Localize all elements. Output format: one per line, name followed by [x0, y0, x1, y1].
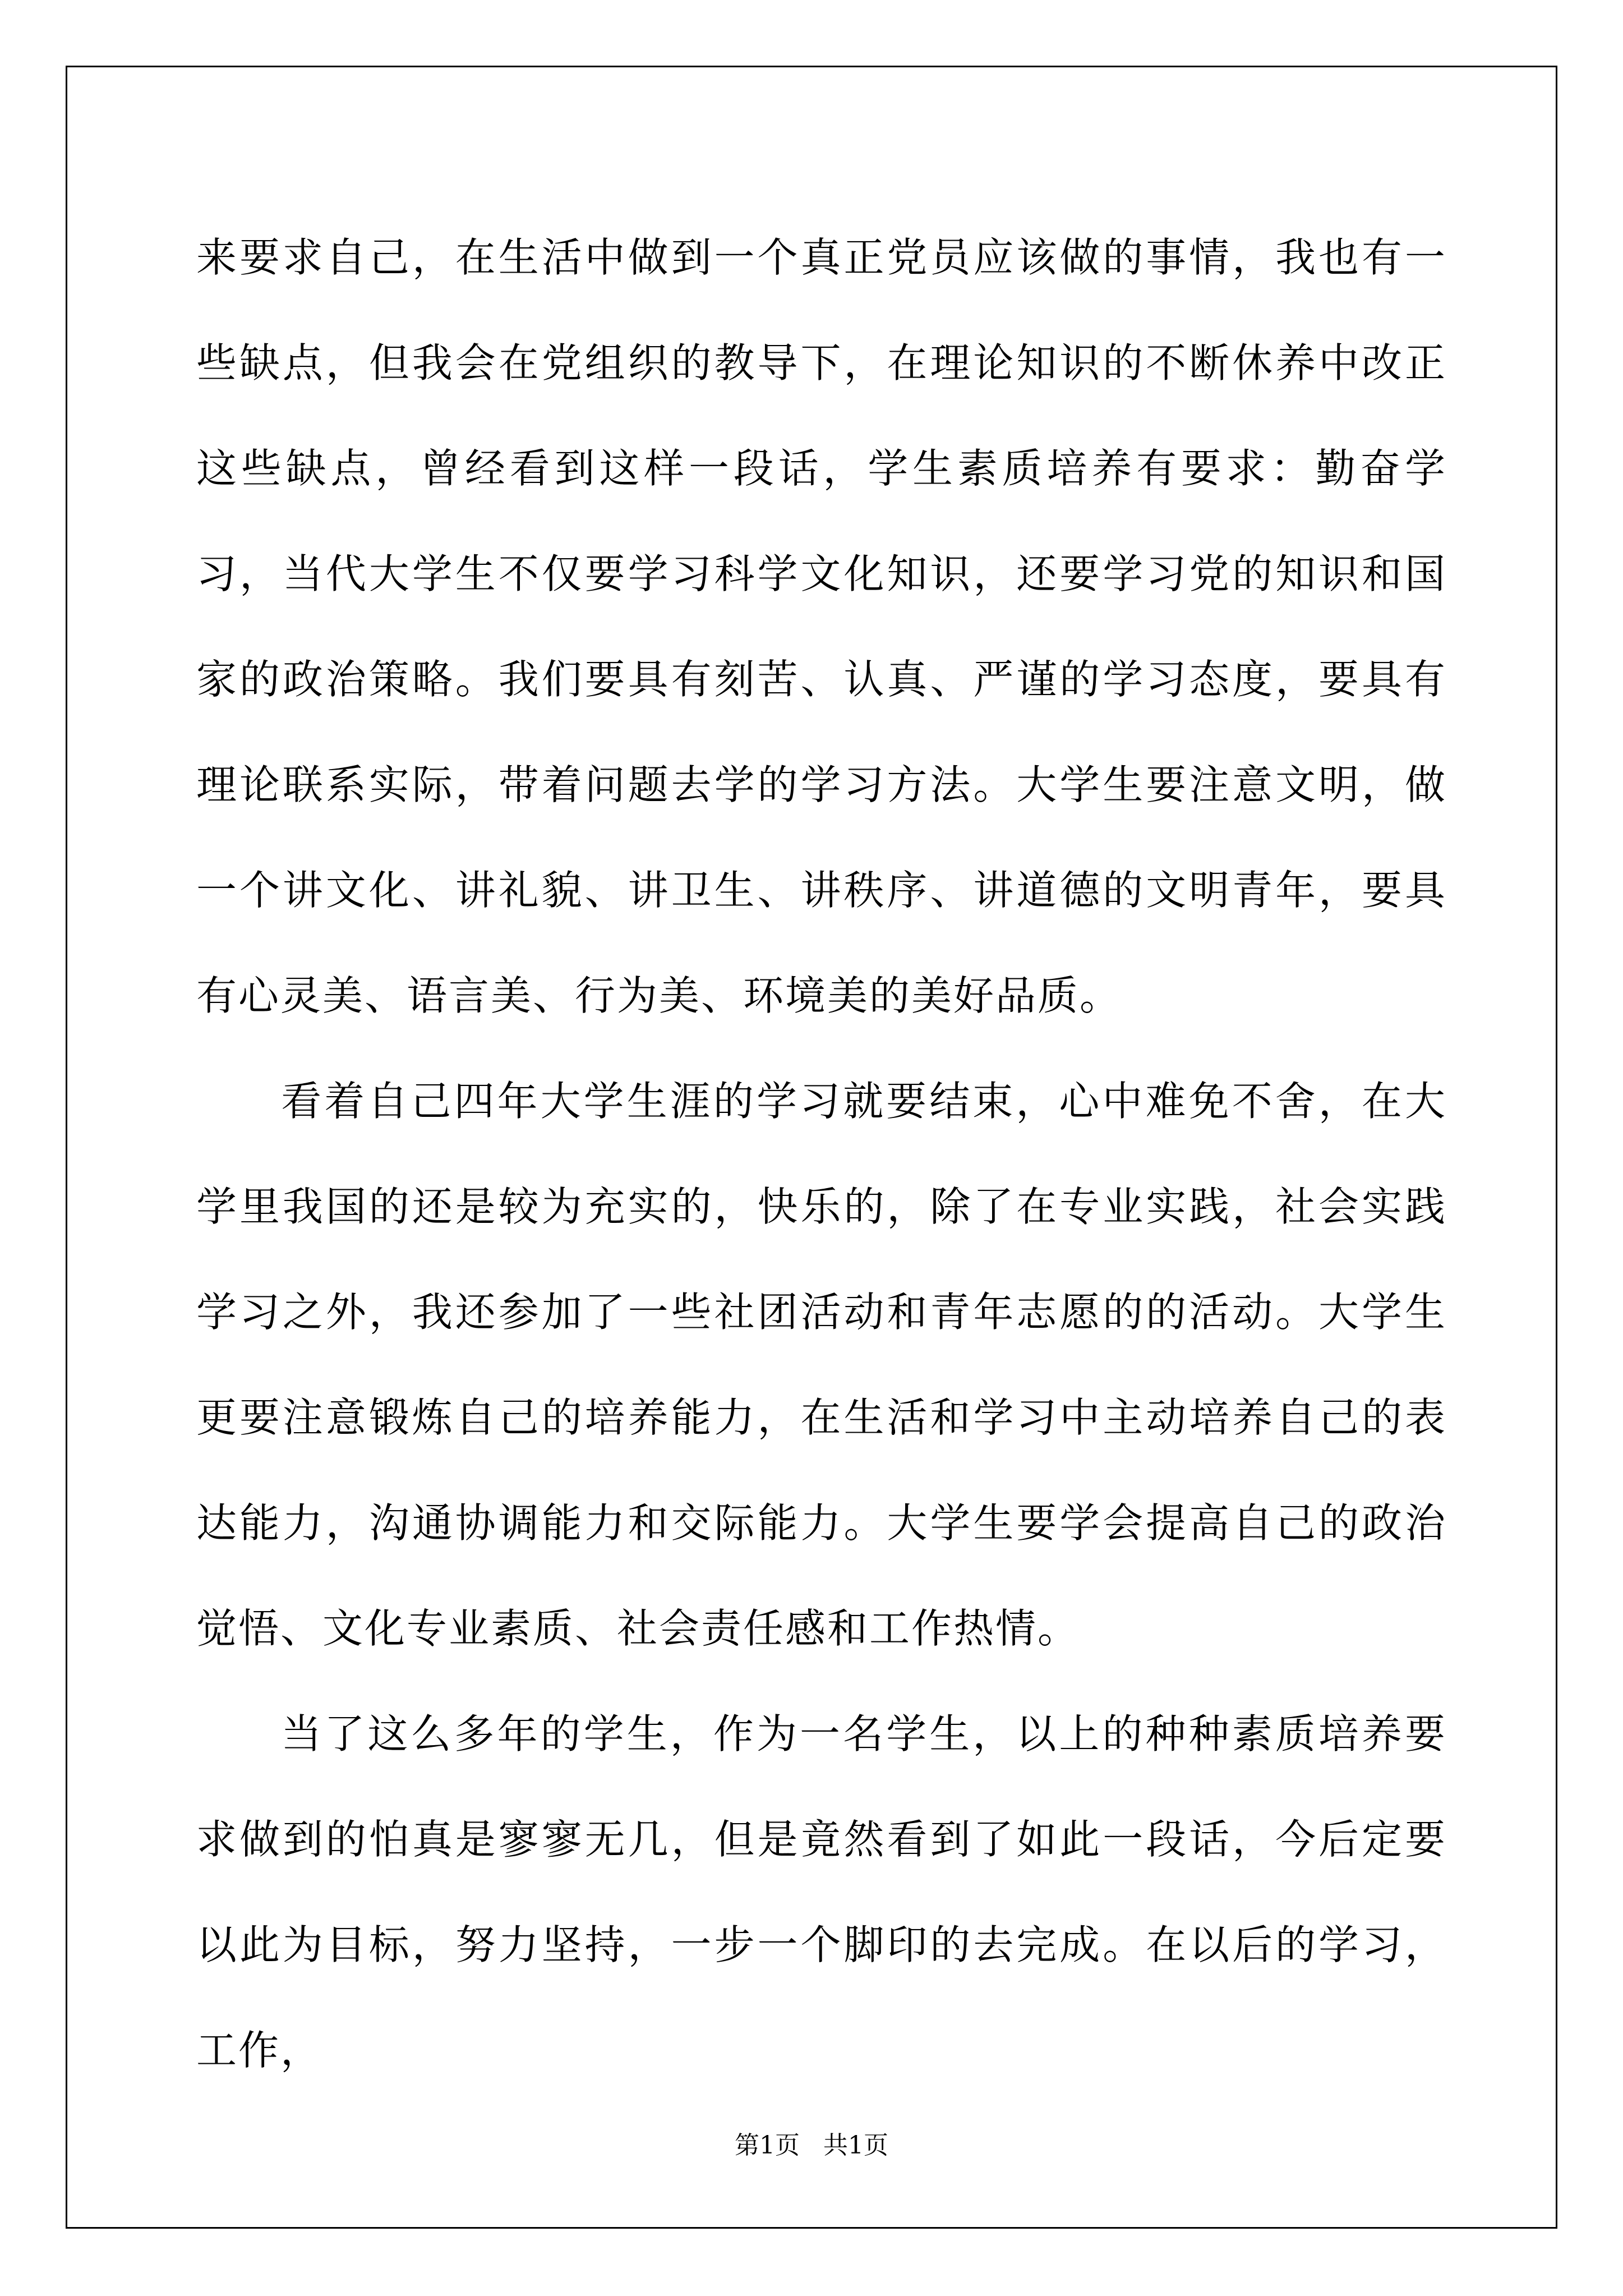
paragraph-3: 当了这么多年的学生，作为一名学生，以上的种种素质培养要求做到的怕真是寥寥无几，但是竟然看到了如此一段话，今后定要以此为目标，努力坚持，一步一个脚印的去完成。在以后的学习，工作， — [196, 1710, 1447, 2074]
paragraph-1: 来要求自己，在生活中做到一个真正党员应该做的事情，我也有一些缺点，但我会在党组织的教导下，在理论知识的不断休养中改正这些缺点，曾经看到这样一段话，学生素质培养有要求：勤奋学习，当代大学生不仅要学习科学文化知识，还要学习党的知识和国家的政治策略。我们要具有刻苦、认真、严谨的学习态度，要具有理论联系实际，带着问题去学的学习方法。大学生要注意文明，做一个讲文化、讲礼貌、讲卫生、讲秩序、讲道德的文明青年，要具有心灵美、语言美、行为美、环境美的美好品质。 — [196, 234, 1447, 1019]
paragraph-2: 看着自己四年大学生涯的学习就要结束，心中难免不舍，在大学里我国的还是较为充实的，快乐的，除了在专业实践，社会实践学习之外，我还参加了一些社团活动和青年志愿的的活动。大学生更要注意锻炼自己的培养能力，在生活和学习中主动培养自己的表达能力，沟通协调能力和交际能力。大学生要学会提高自己的政治觉悟、文化专业素质、社会责任感和工作热情。 — [196, 1078, 1447, 1652]
page-footer: 第1页 共1页 — [735, 2131, 888, 2160]
document-body — [196, 205, 1447, 2103]
